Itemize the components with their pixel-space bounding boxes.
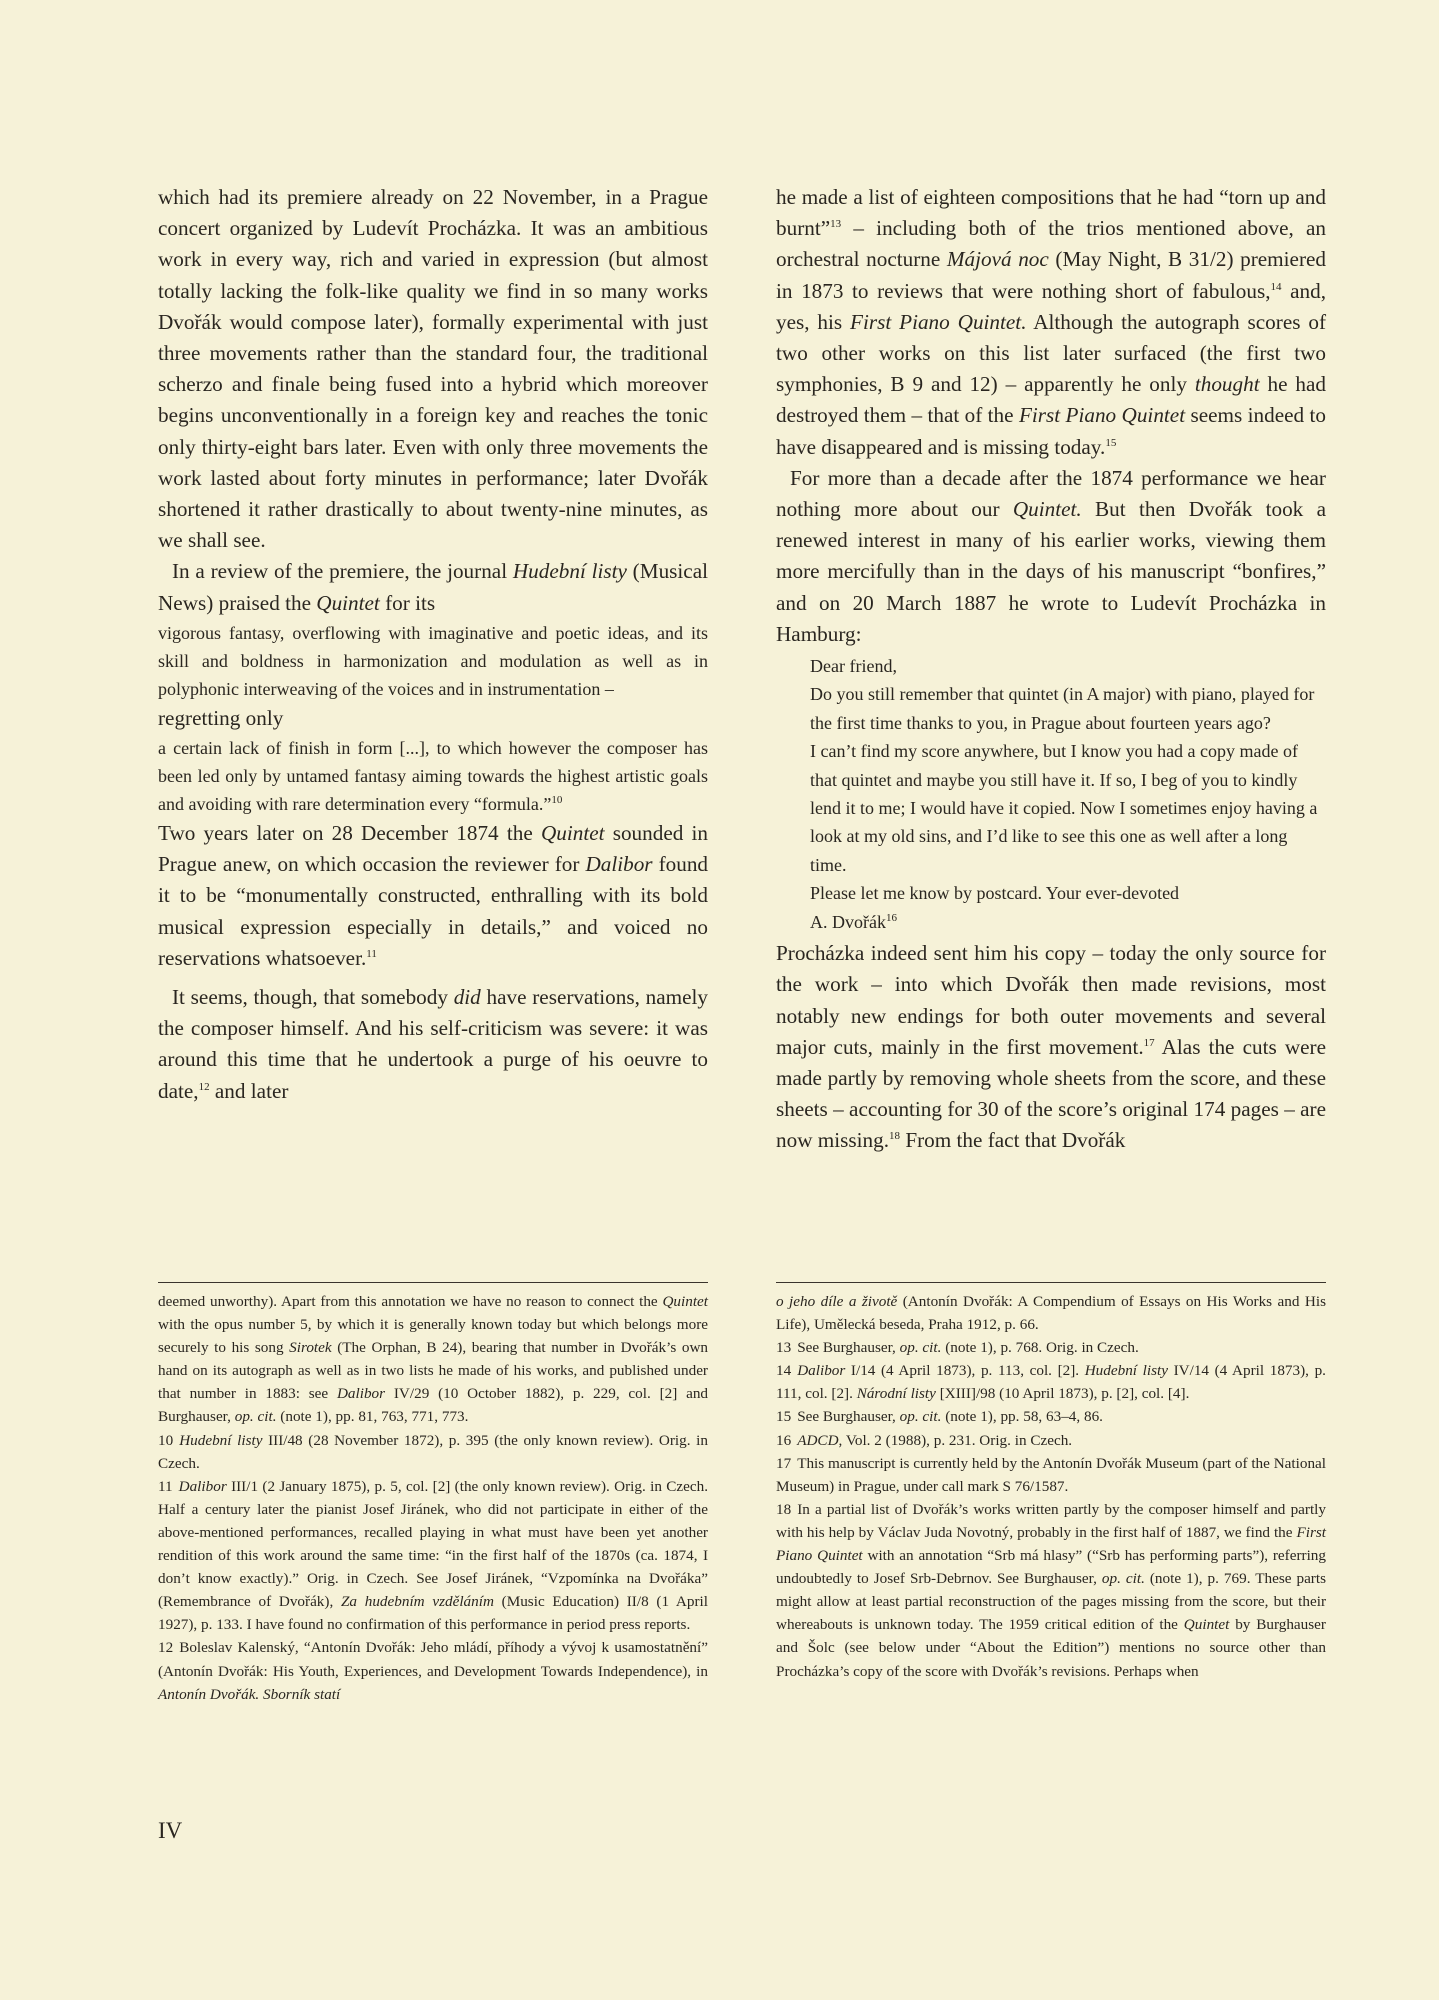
letter-salutation: Dear friend,: [810, 656, 897, 677]
paragraph: For more than a decade after the 1874 performance we hear nothing more about our Quintet. But then Dvořák took a renewed interest in many of his earlier works, viewing them more mercifully than in the days of his manuscript “bonfires,” and on 20 March 1887 he wrote to Ludevít Procházka in Hamburg:: [776, 465, 1326, 646]
footnotes-left: [158, 1290, 708, 1706]
footnote-ref: 14: [1270, 280, 1282, 293]
footnote-ref: 10: [551, 794, 563, 807]
footnote: 14 Dalibor I/14 (4 April 1873), p. 113, col. [2]. Hudební listy IV/14 (4 April 1873), p. 111, col. [2]. Národní listy [XIII]/98 (10 April 1873), p. [2], col. [4].: [776, 1362, 1326, 1403]
paragraph: Procházka indeed sent him his copy – today the only source for the work – into which Dvořák then made revisions, most notably new endings for both outer movements and several major cuts, mainly in the first movement.$^{17}$ Alas the cuts were made partly by removing whole sheets from the score, and these sheets – accounting for 30 of the score’s original 174 pages – are now missing.$^{18}$ From the fact that Dvořák: [776, 941, 1326, 1153]
letter-line: I can’t find my score anywhere, but I know you had a copy made of that quintet and maybe you still have it. If so, I beg of you to kindly lend it to me; I would have it copied. Now I sometimes enjoy having a look at my old sins, and I’d like to see this one as well after a long time.: [810, 741, 1318, 875]
footnote: 13 See Burghauser, op. cit. (note 1), p. 768. Orig. in Czech.: [776, 1339, 1139, 1357]
footnote-number: 15: [776, 1408, 792, 1426]
footnote: o jeho díle a životě (Antonín Dvořák: A Compendium of Essays on His Works and His Life), Umělecká beseda, Praha 1912, p. 66.: [776, 1293, 1326, 1334]
footnote-ref: 15: [1105, 436, 1117, 449]
right-column: [776, 182, 1326, 1157]
paragraph: which had its premiere already on 22 November, in a Prague concert organized by Ludevít Procházka. It was an ambitious work in every way, rich and varied in expression (but almost totally lacking the folk-like quality we find in so many works Dvořák would compose later), formally experimental with just three movements rather than the standard four, the traditional scherzo and finale being fused into a hybrid which moreover begins unconventionally in a foreign key and reaches the tonic only thirty-eight bars later. Even with only three movements the work lasted about forty minutes in performance; later Dvořák shortened it rather drastically to about twenty-nine minutes, as we shall see.: [158, 185, 708, 553]
paragraph: It seems, though, that somebody did have reservations, namely the composer himself. And his self-criticism was severe: it was around this time that he undertook a purge of his oeuvre to date,$^{12}$ and later: [158, 985, 708, 1103]
footnote-number: 16: [776, 1431, 792, 1449]
block-quote: vigorous fantasy, overflowing with imaginative and poetic ideas, and its skill and boldness in harmonization and modulation as well as in polyphonic interweaving of the voices and in instrumentation –: [158, 622, 708, 699]
footnotes-right: [776, 1290, 1326, 1683]
footnote: 18 In a partial list of Dvořák’s works written partly by the composer himself and partly with his help by Václav Juda Novotný, probably in the first half of 1887, we find the First Piano Quintet with an annotation “Srb má hlasy” (“Srb has performing parts”), referring undoubtedly to Josef Srb-Debrnov. See Burghauser, op. cit. (note 1), p. 769. These parts might allow at least partial reconstruction of the pages missing from the score, but their whereabouts is unknown today. The 1959 critical edition of the Quintet by Burghauser and Šolc (see below under “About the Edition”) mentions no source other than Procházka’s copy of the score with Dvořák’s revisions. Perhaps when: [776, 1500, 1326, 1680]
paragraph: regretting only: [158, 705, 284, 730]
footnote: 10 Hudební listy III/48 (28 November 1872), p. 395 (the only known review). Orig. in Czech.: [158, 1431, 708, 1472]
footnote-number: 14: [776, 1362, 792, 1380]
footnote-number: 11: [158, 1477, 173, 1495]
page-number: IV: [158, 1818, 183, 1843]
footnote-divider: [776, 1282, 1326, 1283]
footnote-ref: 18: [889, 1130, 901, 1143]
footnote-ref: 17: [1143, 1036, 1155, 1049]
block-quote: a certain lack of finish in form [...], to which however the composer has been led only by untamed fantasy aiming towards the highest artistic goals and avoiding with rare determination every “formula.”$^{10}$: [158, 738, 708, 815]
footnote-ref: 16: [885, 911, 897, 924]
letter-signature: A. Dvořák$^{16}$: [810, 911, 897, 932]
footnote: deemed unworthy). Apart from this annotation we have no reason to connect the Quintet with the opus number 5, by which it is generally known today but which belongs more securely to his song Sirotek (The Orphan, B 24), bearing that number in Dvořák’s own hand on its autograph as well as in two lists he made of his works, and published under that number in 1883: see Dalibor IV/29 (10 October 1882), p. 229, col. [2] and Burghauser, op. cit. (note 1), pp. 81, 763, 771, 773.: [158, 1293, 709, 1426]
footnote-number: 18: [776, 1500, 792, 1518]
paragraph: Two years later on 28 December 1874 the Quintet sounded in Prague anew, on which occasion the reviewer for Dalibor found it to be “monumentally constructed, enthralling with its bold musical expression especially in details,” and voiced no reservations whatsoever.$^{11}$: [158, 821, 709, 970]
footnote: 11 Dalibor III/1 (2 January 1875), p. 5, col. [2] (the only known review). Orig. in Czech. Half a century later the pianist Josef Jiránek, who did not participate in either of the above-mentioned performances, recalled playing in what must have been yet another rendition of this work around the same time: “in the first half of the 1870s (ca. 1874, I don’t know exactly).” Orig. in Czech. See Josef Jiránek, “Vzpomínka na Dvořáka” (Remembrance of Dvořák), Za hudebním vzděláním (Music Education) II/8 (1 April 1927), p. 133. I have found no confirmation of this performance in period press reports.: [158, 1477, 708, 1634]
footnote: 12 Boleslav Kalenský, “Antonín Dvořák: Jeho mládí, příhody a vývoj k usamostatnění” (Antonín Dvořák: His Youth, Experiences, and Development Towards Independence), in Antonín Dvořák. Sborník statí: [158, 1639, 708, 1703]
footnote: 16 ADCD, Vol. 2 (1988), p. 231. Orig. in Czech.: [776, 1431, 1073, 1449]
paragraph: In a review of the premiere, the journal Hudební listy (Musical News) praised the Quintet for its: [158, 559, 708, 615]
footnote: 15 See Burghauser, op. cit. (note 1), pp. 58, 63–4, 86.: [776, 1408, 1103, 1426]
footnote-number: 17: [776, 1454, 792, 1472]
footnote-divider: [158, 1282, 708, 1283]
letter-line: Do you still remember that quintet (in A major) with piano, played for the first time thanks to you, in Prague about fourteen years ago?: [810, 684, 1315, 733]
footnote: 17 This manuscript is currently held by the Antonín Dvořák Museum (part of the National Museum) in Prague, under call mark S 76/1587.: [776, 1454, 1326, 1495]
footnote-number: 12: [158, 1639, 174, 1657]
footnote-ref: 13: [830, 218, 842, 231]
letter-quote: [810, 652, 1326, 936]
left-column: [158, 182, 708, 1107]
footnote-ref: 12: [198, 1080, 210, 1093]
paragraph: he made a list of eighteen compositions that he had “torn up and burnt”$^{13}$ – including both of the trios mentioned above, an orchestral nocturne Májová noc (May Night, B 31/2) premiered in 1873 to reviews that were nothing short of fabulous,$^{14}$ and, yes, his First Piano Quintet. Although the autograph scores of two other works on this list later surfaced (the first two symphonies, B 9 and 12) – apparently he only thought he had destroyed them – that of the First Piano Quintet seems indeed to have disappeared and is missing today.$^{15}$: [776, 185, 1327, 459]
footnote-ref: 11: [366, 947, 377, 960]
footnote-number: 10: [158, 1431, 174, 1449]
footnote-number: 13: [776, 1339, 792, 1357]
letter-line: Please let me know by postcard. Your ever-devoted: [810, 883, 1180, 904]
